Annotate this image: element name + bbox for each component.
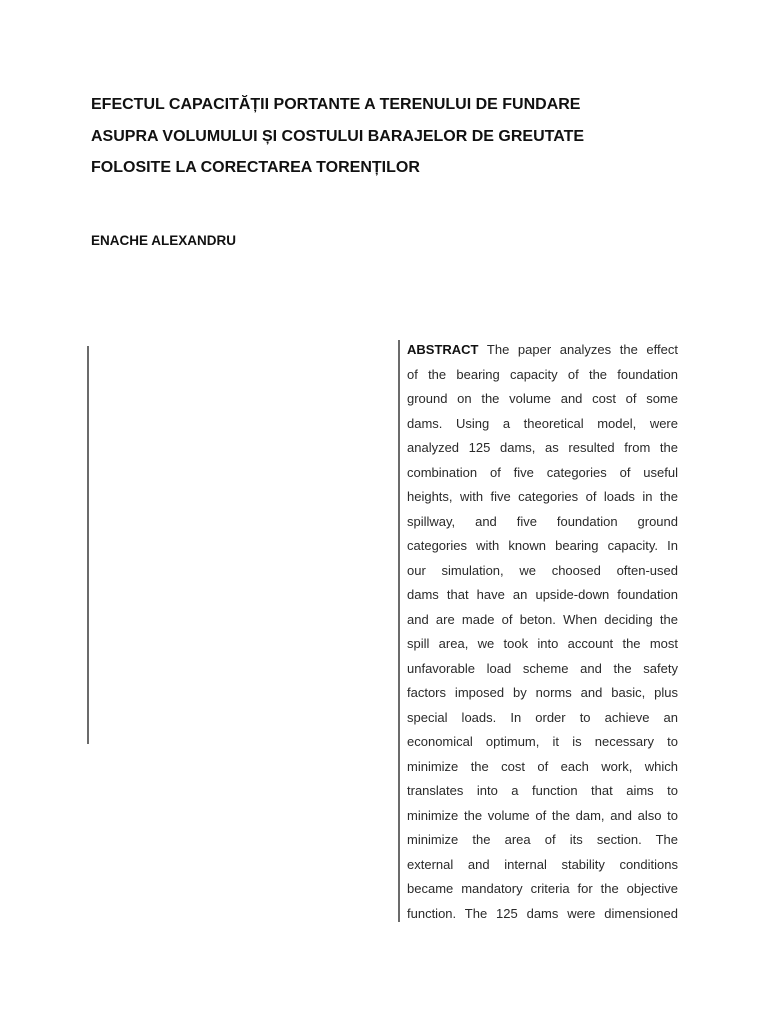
abstract-line: ground on the volume and cost of some xyxy=(407,391,678,406)
abstract-block xyxy=(407,338,678,926)
abstract-line: function. The 125 dams were dimensioned xyxy=(407,905,678,921)
abstract-column-rule xyxy=(398,340,400,922)
title-line-2: ASUPRA VOLUMULUI ȘI COSTULUI BARAJELOR DE GREUTATE xyxy=(91,127,585,145)
abstract-line: unfavorable load scheme and the safety xyxy=(407,660,678,676)
title-line-1: EFECTUL CAPACITĂȚII PORTANTE A TERENULUI DE FUNDARE xyxy=(91,96,581,113)
paper-title xyxy=(91,89,691,184)
abstract-line: of the bearing capacity of the foundation xyxy=(407,366,678,382)
abstract-first-line-text: The paper analyzes the effect xyxy=(478,342,678,357)
abstract-line: our simulation, we choosed often-used xyxy=(407,562,678,578)
abstract-label: ABSTRACT xyxy=(407,342,479,357)
title-line-3: FOLOSITE LA CORECTAREA TORENȚILOR xyxy=(91,159,420,176)
abstract-line: dams. Using a theoretical model, were xyxy=(407,415,678,431)
abstract-line: combination of five categories of useful xyxy=(407,464,678,480)
abstract-line: translates into a function that aims to xyxy=(407,783,678,798)
abstract-line: analyzed 125 dams, as resulted from the xyxy=(407,440,678,455)
abstract-line xyxy=(407,338,678,363)
abstract-line: minimize the cost of each work, which xyxy=(407,758,678,774)
author-name: ENACHE ALEXANDRU xyxy=(91,233,237,248)
abstract-line: external and internal stability conditions xyxy=(407,856,678,872)
abstract-line: special loads. In order to achieve an xyxy=(407,709,678,725)
abstract-line: minimize the volume of the dam, and also to xyxy=(407,807,678,823)
abstract-line: minimize the area of its section. The xyxy=(407,832,678,847)
abstract-line: heights, with five categories of loads in the xyxy=(407,489,678,504)
abstract-line: and are made of beton. When deciding the xyxy=(407,611,678,627)
left-column-rule xyxy=(87,346,89,744)
abstract-line: became mandatory criteria for the objective xyxy=(407,881,678,896)
abstract-line: categories with known bearing capacity. In xyxy=(407,538,678,553)
abstract-line: spill area, we took into account the most xyxy=(407,636,678,651)
abstract-line: economical optimum, it is necessary to xyxy=(407,734,678,749)
abstract-line: spillway, and five foundation ground xyxy=(407,513,678,529)
abstract-line: factors imposed by norms and basic, plus xyxy=(407,685,678,700)
abstract-line: dams that have an upside-down foundation xyxy=(407,587,678,602)
